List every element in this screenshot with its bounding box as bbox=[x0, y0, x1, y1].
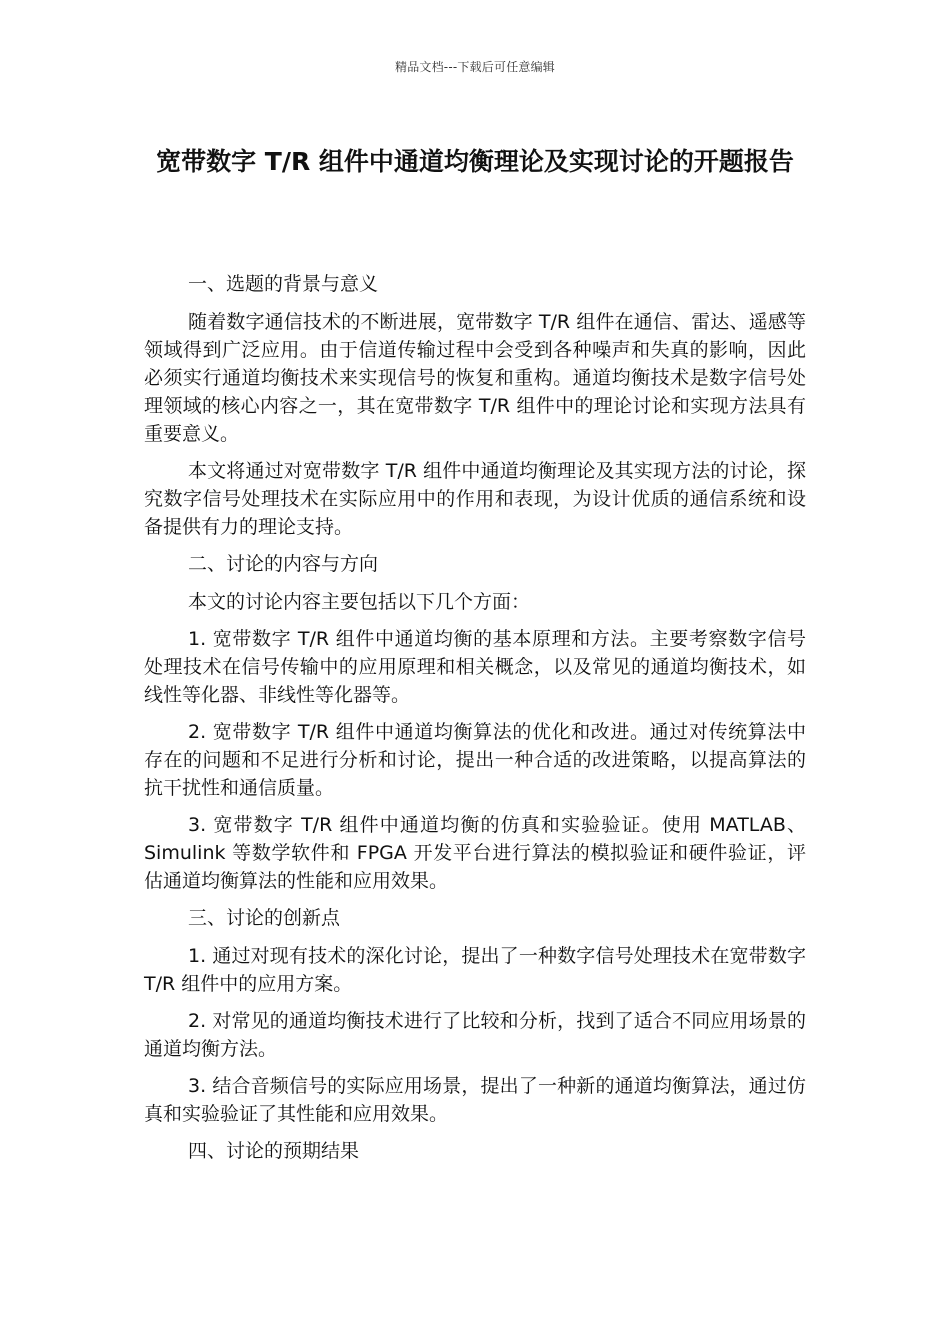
paragraph-content-intro: 本文的讨论内容主要包括以下几个方面： bbox=[188, 591, 531, 613]
paragraph-background: 随着数字通信技术的不断进展，宽带数字 T/R 组件在通信、雷达、遥感等领域得到广泛应用。由于信道传输过程中会受到各种噪声和失真的影响，因此必须实行通道均衡技术来实现信号的恢复和重构。通道均衡技术是数字信号处理领域的核心内容之一，其在宽带数字 T/R 组件中的理论讨论和实现方法具有重要意义。 bbox=[144, 311, 806, 445]
list-item-innovation-1: 1. 通过对现有技术的深化讨论，提出了一种数字信号处理技术在宽带数字 T/R 组件中的应用方案。 bbox=[144, 945, 806, 995]
list-item-content-2: 2. 宽带数字 T/R 组件中通道均衡算法的优化和改进。通过对传统算法中存在的问题和不足进行分析和讨论，提出一种合适的改进策略，以提高算法的抗干扰性和通信质量。 bbox=[144, 721, 806, 799]
list-item-content-1: 1. 宽带数字 T/R 组件中通道均衡的基本原理和方法。主要考察数字信号处理技术在信号传输中的应用原理和相关概念，以及常见的通道均衡技术，如线性等化器、非线性等化器等。 bbox=[144, 628, 806, 706]
list-item-innovation-2: 2. 对常见的通道均衡技术进行了比较和分析，找到了适合不同应用场景的通道均衡方法。 bbox=[144, 1010, 806, 1060]
document-title: 宽带数字 T/R 组件中通道均衡理论及实现讨论的开题报告 bbox=[156, 147, 794, 176]
list-item-innovation-3: 3. 结合音频信号的实际应用场景，提出了一种新的通道均衡算法，通过仿真和实验验证了其性能和应用效果。 bbox=[144, 1075, 806, 1125]
paragraph-purpose: 本文将通过对宽带数字 T/R 组件中通道均衡理论及其实现方法的讨论，探究数字信号处理技术在实际应用中的作用和表现，为设计优质的通信系统和设备提供有力的理论支持。 bbox=[144, 460, 806, 538]
section-heading-3: 三、讨论的创新点 bbox=[188, 907, 341, 929]
header-note: 精品文档---下载后可任意编辑 bbox=[395, 60, 555, 74]
section-heading-4: 四、讨论的预期结果 bbox=[188, 1140, 360, 1162]
list-item-content-3: 3. 宽带数字 T/R 组件中通道均衡的仿真和实验验证。使用 MATLAB、Simulink 等数学软件和 FPGA 开发平台进行算法的模拟验证和硬件验证，评估通道均衡算法的性能和应用效果。 bbox=[144, 814, 806, 892]
section-heading-1: 一、选题的背景与意义 bbox=[188, 273, 379, 295]
section-heading-2: 二、讨论的内容与方向 bbox=[188, 553, 379, 575]
document-body bbox=[144, 270, 806, 1175]
